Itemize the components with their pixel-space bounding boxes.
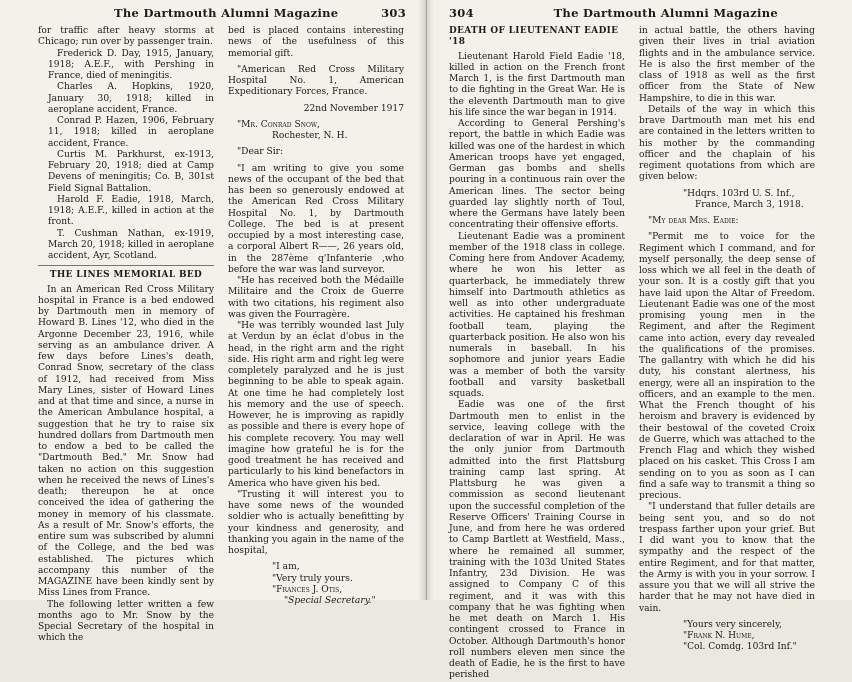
left-column-1	[38, 26, 214, 645]
left-column-2	[228, 26, 404, 645]
letter-recipient-location: Rochester, N. H.	[272, 131, 348, 141]
paragraph: Details of the way in which this brave Dartmouth man met his end are contained in the letters written to his mother by the commanding officer and the chaplain of his regiment quotations from which are given below:	[639, 104, 815, 183]
running-title: The Dartmouth Alumni Magazine	[553, 6, 778, 20]
letter-paragraph: "He has received both the Médaille Militaire and the Croix de Guerre with two citations, his regiment also was given the Fourragère.	[228, 276, 404, 320]
right-column-1	[449, 26, 625, 682]
letter-signer-title: "Special Secretary."	[284, 596, 376, 606]
obituary-entry: Charles A. Hopkins, 1920, January 30, 1918; killed in aeroplane accident, France.	[48, 82, 214, 115]
obituary-entry: Frederick D. Day, 1915, January, 1918; A.E.F., with Pershing in France, died of meningitis.	[48, 48, 214, 81]
letter-date: France, March 3, 1918.	[695, 199, 804, 210]
letter-recipient: "Mr. Conrad Snow,	[237, 119, 320, 130]
letter-paragraph: "He was terribly wounded last July at Verdun by an éclat d'obus in the head, in the right arm and the right side. His right arm and right leg were completely paralyzed and he is just beginning to be able to speak again. At one time he had completely lost his memory and the use of speech. However, he is improving as rapidly as possible and there is every hope of his complete recovery. You may well imagine how grateful he is for the good treatment he has received and particularly to his kind benefactors in America who have given his bed.	[228, 321, 404, 489]
paragraph: Lieutenant Harold Field Eadie '18, killed in action on the French front March 1, is the first Dartmouth man to die fighting in the Great War. He is the eleventh Dartmouth man to give his life since the war began in 1914.	[449, 51, 625, 118]
page-number: 303	[381, 6, 406, 20]
letter-paragraph: "I am writing to give you some news of the occupant of the bed that has been so generously endowed at the American Red Cross Military Hospital No. 1, by Dartmouth College. The bed is at present occupied by a most interesting case, a corporal Albert R——, 26 years old, in the 287ème q'Infanterie ,who before the war was land surveyor.	[228, 163, 404, 275]
paragraph: According to General Pershing's report, the battle in which Eadie was killed was one of the hardest in which American troops have yet engaged, German gas bombs and shells pouring in a continuous rain over the American lines. The sector being guarded lay slightly north of Toul, where the Germans have lately been concentrating their offensive efforts.	[449, 119, 625, 231]
obituary-entry: T. Cushman Nathan, ex-1919, March 20, 1918; killed in aeroplane accident, Ayr, Scotland.	[48, 228, 214, 261]
letter-salutation: "My dear Mrs. Eadie:	[648, 216, 739, 226]
paragraph: in actual battle, the others having given their lives in trial aviation flights and in the ambulance service. He is also the first member of the class of 1918 as well as the first officer from the State of New Hampshire, to die in this war.	[639, 26, 815, 104]
section-divider	[38, 265, 214, 266]
obituary-continuation: for traffic after heavy storms at Chicago; run over by passenger train.	[38, 26, 214, 48]
running-title: The Dartmouth Alumni Magazine	[114, 6, 339, 20]
right-column-2	[639, 26, 815, 682]
paragraph: In an American Red Cross Military hospital in France is a bed endowed by Dartmouth men in memory of Howard B. Lines '12, who died in the Argonne December 23, 1916, while serving as an ambulance driver. A few days before Lines's death, Conrad Snow, secretary of the class of 1912, had received from Miss Mary Lines, sister of Howard Lines and at that time and since, a nurse in the American Ambulance hospital, a suggestion that he try to raise six hundred dollars from Dartmouth men to endow a bed to be called the "Dartmouth Bed." Mr. Snow had taken no action on this suggestion when he received the news of Lines's death; thereupon he at once conceived the idea of gathering the money in memory of his classmate. As a result of Mr. Snow's efforts, the entire sum was subscribed by alumni of the College, and the bed was established. The pictures which accompany this number of the MAGAZINE have been kindly sent by Miss Lines from France.	[38, 284, 214, 599]
section-title: DEATH OF LIEUTENANT EADIE '18	[449, 26, 619, 48]
left-page-header	[38, 6, 406, 24]
section-title: THE LINES MEMORIAL BED	[49, 270, 203, 281]
paragraph: Eadie was one of the first Dartmouth men to enlist in the service, leaving college with the declaration of war in April. He was the only junior from Dartmouth admitted into the first Plattsburg training camp last spring. At Plattsburg he was given a commission as second lieutenant upon the successful completion of the Reserve Officers' Training Course in June, and from here he was ordered to Camp Bartlett at Westfield, Mass., where he remained all summer, training with the 103d United States Infantry, 23d Division. He was assigned to Company C of this regiment, and it was with this company that he was fighting when he met death on March 1. His contingent crossed to France in October. Although Dartmouth's honor roll numbers eleven men since the death of Eadie, he is the first to have perished	[449, 400, 625, 681]
letter-closing: "I am,	[272, 562, 300, 573]
letter-date: 22nd November 1917	[303, 103, 404, 114]
letter-closing: "Very truly yours.	[272, 573, 353, 584]
right-columns	[449, 26, 818, 682]
letter-salutation: "Dear Sir:	[237, 147, 284, 158]
obituary-entry: Curtis M. Parkhurst, ex-1913, February 20, 1918; died at Camp Devens of meningitis; Co. B, 301st Field Signal Battalion.	[48, 149, 214, 194]
left-columns	[38, 26, 406, 645]
letter-closing: "Yours very sincerely,	[683, 619, 782, 630]
letter-heading: "Hdqrs. 103rd U. S. Inf.,	[683, 188, 795, 199]
right-page-header	[449, 6, 818, 24]
letter-signer: "Frank N. Hume,	[683, 631, 755, 641]
paragraph: Lieutenant Eadie was a prominent member of the 1918 class in college. Coming here from Andover Academy, where he won his letter as quarterback, he immediately threw himself into Dartmouth athletics as well as into other undergraduate activities. He captained his freshman football team, playing the quarterback position. He also won his numerals in baseball. In his sophomore and junior years Eadie was a member of both the varsity football and varsity basketball squads.	[449, 231, 625, 399]
left-page	[0, 0, 426, 644]
letter-paragraph: "I understand that fuller details are being sent you, and so do not trespass farther upon your grief. But I did want you to know that the sympathy and the respect of the entire Regiment, and for that matter, the Army is with you in your sorrow. I assure you that we will all strive the harder that he may not have died in vain.	[639, 502, 815, 614]
obituary-entry: Harold F. Eadie, 1918, March, 1918; A.E.F., killed in action at the front.	[48, 194, 214, 228]
letter-signer: "Frances J. Otis,	[272, 584, 343, 595]
paragraph: bed is placed contains interesting news of the usefulness of this memorial gift.	[228, 26, 404, 59]
letter-address: "American Red Cross Military Hospital No. 1, American Expeditionary Forces, France.	[228, 64, 404, 98]
paragraph: The following letter written a few months ago to Mr. Snow by the Special Secretary of the hospital in which the	[38, 599, 214, 644]
right-page	[426, 0, 852, 681]
obituary-entry: Conrad P. Hazen, 1906, February 11, 1918; killed in aeroplane accident, France.	[48, 116, 214, 149]
letter-signer-title: "Col. Comdg. 103rd Inf."	[683, 642, 797, 653]
page-number: 304	[449, 6, 474, 20]
letter-paragraph: "Permit me to voice for the Regiment which I command, and for myself personally, the deep sense of loss which we all feel in the death of your son. It is a costly gift that you have laid upon the Altar of Freedom. Lieutenant Eadie was one of the most promising young men in the Regiment, and after the Regiment came into action, every day revealed the qualifications of the promises. The gallantry with which he did his duty, his constant alertness, his energy, were all an inspiration to the officers, and an example to the men. What the French thought of his heroism and bravery is evidenced by their bestowal of the coveted Croix de Guerre, which was attached to the French Flag and which they wished placed on his casket. This Cross I am sending on to you as soon as I can find a safe way to transmit a thing so precious.	[639, 232, 815, 501]
letter-paragraph: "Trusting it will interest you to have some news of the wounded soldier who is actually benefitting by your kindness and generosity, and thanking you again in the name of the hospital,	[228, 489, 404, 556]
